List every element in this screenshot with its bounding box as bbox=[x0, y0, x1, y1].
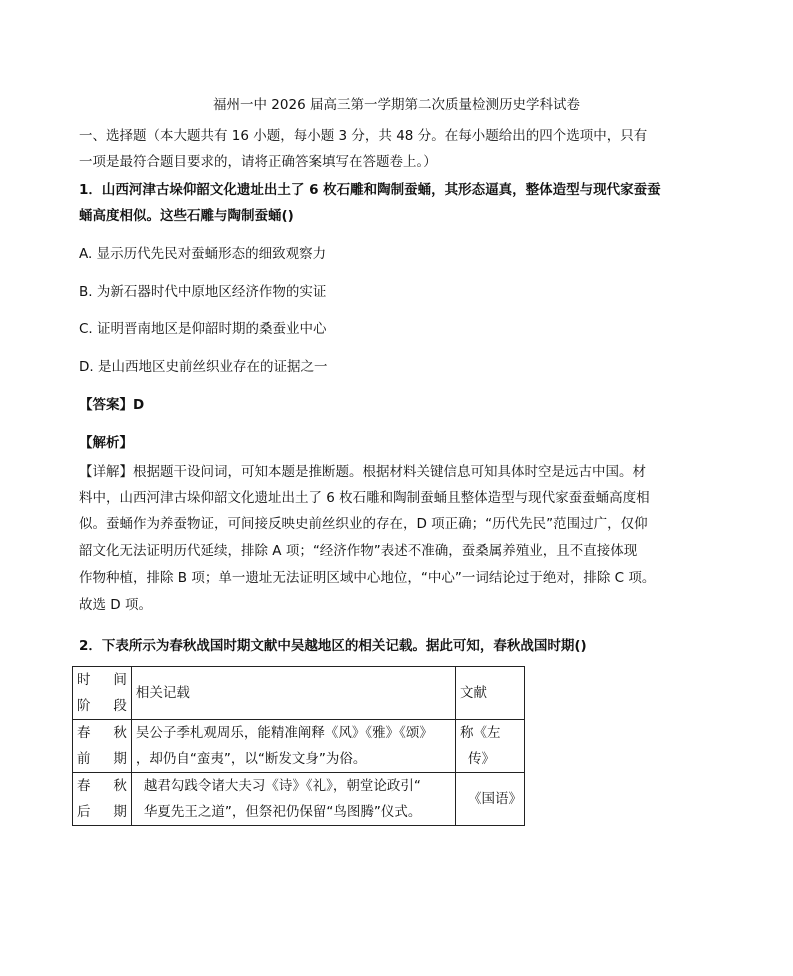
q1-answer: 【答案】D bbox=[79, 397, 145, 413]
row-2-record-line-2: 华夏先王之道”，但祭祀仍保留“鸟图腾”仪式。 bbox=[143, 804, 422, 820]
q1-detail-line-3: 似。蚕蛹作为养蚕物证，可间接反映史前丝织业的存在，D 项正确；“历代先民”范围过广，仅仰 bbox=[79, 516, 648, 532]
table-header-row bbox=[73, 667, 525, 720]
q1-detail-line-1: 【详解】根据题干设问词，可知本题是推断题。根据材料关键信息可知具体时空是远古中国。材 bbox=[79, 464, 646, 480]
q1-option-d: D. 是山西地区史前丝织业存在的证据之一 bbox=[79, 359, 328, 375]
row-1-record-line-2: ，却仍自“蛮夷”，以“断发文身”为俗。 bbox=[135, 751, 367, 767]
row-2-record-line-1: 越君勾践令诸大夫习《诗》《礼》，朝堂论政引“ bbox=[143, 778, 421, 794]
q1-detail-line-4: 韶文化无法证明历代延续，排除 A 项；“经济作物”表述不准确，蚕桑属养殖业，且不直接体现 bbox=[79, 543, 638, 559]
row-2-source-line-2: 《国语》 bbox=[468, 791, 523, 807]
row-1-record-cell bbox=[131, 720, 455, 773]
q1-option-b: B. 为新石器时代中原地区经济作物的实证 bbox=[79, 284, 327, 300]
header-source-cell bbox=[456, 667, 525, 720]
header-record-cell bbox=[131, 667, 455, 720]
header-period-line-2: 阶段 bbox=[77, 698, 127, 714]
section-instruction-line-2: 一项是最符合题目要求的，请将正确答案填写在答题卷上。） bbox=[79, 154, 437, 170]
row-1-source-cell bbox=[456, 720, 525, 773]
q1-analysis-label: 【解析】 bbox=[79, 435, 133, 451]
header-record-label: 相关记载 bbox=[135, 685, 190, 701]
q1-detail-line-6: 故选 D 项。 bbox=[79, 597, 152, 613]
header-period-cell bbox=[73, 667, 132, 720]
exam-title: 福州一中 2026 届高三第一学期第二次质量检测历史学科试卷 bbox=[213, 97, 580, 113]
q1-stem-line-2: 蛹高度相似。这些石雕与陶制蚕蛹() bbox=[79, 208, 294, 224]
row-1-period-line-1: 春 秋 bbox=[77, 725, 127, 741]
row-1-source-line-2: 传》 bbox=[468, 751, 496, 767]
row-2-period-line-2: 后期 bbox=[77, 804, 127, 820]
table-row bbox=[73, 773, 525, 826]
q2-table bbox=[72, 666, 525, 826]
q1-detail-line-2: 料中，山西河津古垛仰韶文化遗址出土了 6 枚石雕和陶制蚕蛹且整体造型与现代家蚕蚕蛹高度相 bbox=[79, 490, 650, 506]
q2-stem: 2．下表所示为春秋战国时期文献中吴越地区的相关记载。据此可知，春秋战国时期() bbox=[79, 638, 587, 654]
q1-option-c: C. 证明晋南地区是仰韶时期的桑蚕业中心 bbox=[79, 321, 327, 337]
row-1-period-line-2: 前期 bbox=[77, 751, 127, 767]
row-2-period-line-1: 春 秋 bbox=[77, 778, 127, 794]
q1-detail-line-5: 作物种植，排除 B 项；单一遗址无法证明区域中心地位，“中心”一词结论过于绝对，排除 C 项。 bbox=[79, 570, 656, 586]
row-2-period-cell bbox=[73, 773, 132, 826]
row-1-source-line-1: 称《左 bbox=[460, 725, 501, 741]
header-source-label: 文献 bbox=[460, 685, 488, 701]
row-1-record-line-1: 吴公子季札观周乐，能精准阐释《风》《雅》《颂》 bbox=[135, 725, 433, 741]
row-1-period-cell bbox=[73, 720, 132, 773]
q1-option-a: A. 显示历代先民对蚕蛹形态的细致观察力 bbox=[79, 246, 327, 262]
header-period-line-1: 时 间 bbox=[77, 672, 127, 688]
q1-stem-line-1: 1．山西河津古垛仰韶文化遗址出土了 6 枚石雕和陶制蚕蛹，其形态逼真，整体造型与现代家蚕蚕 bbox=[79, 182, 661, 198]
section-instruction-line-1: 一、选择题（本大题共有 16 小题，每小题 3 分，共 48 分。在每小题给出的四个选项中，只有 bbox=[79, 128, 648, 144]
row-2-record-cell bbox=[131, 773, 455, 826]
table-row bbox=[73, 720, 525, 773]
row-2-source-cell bbox=[456, 773, 525, 826]
